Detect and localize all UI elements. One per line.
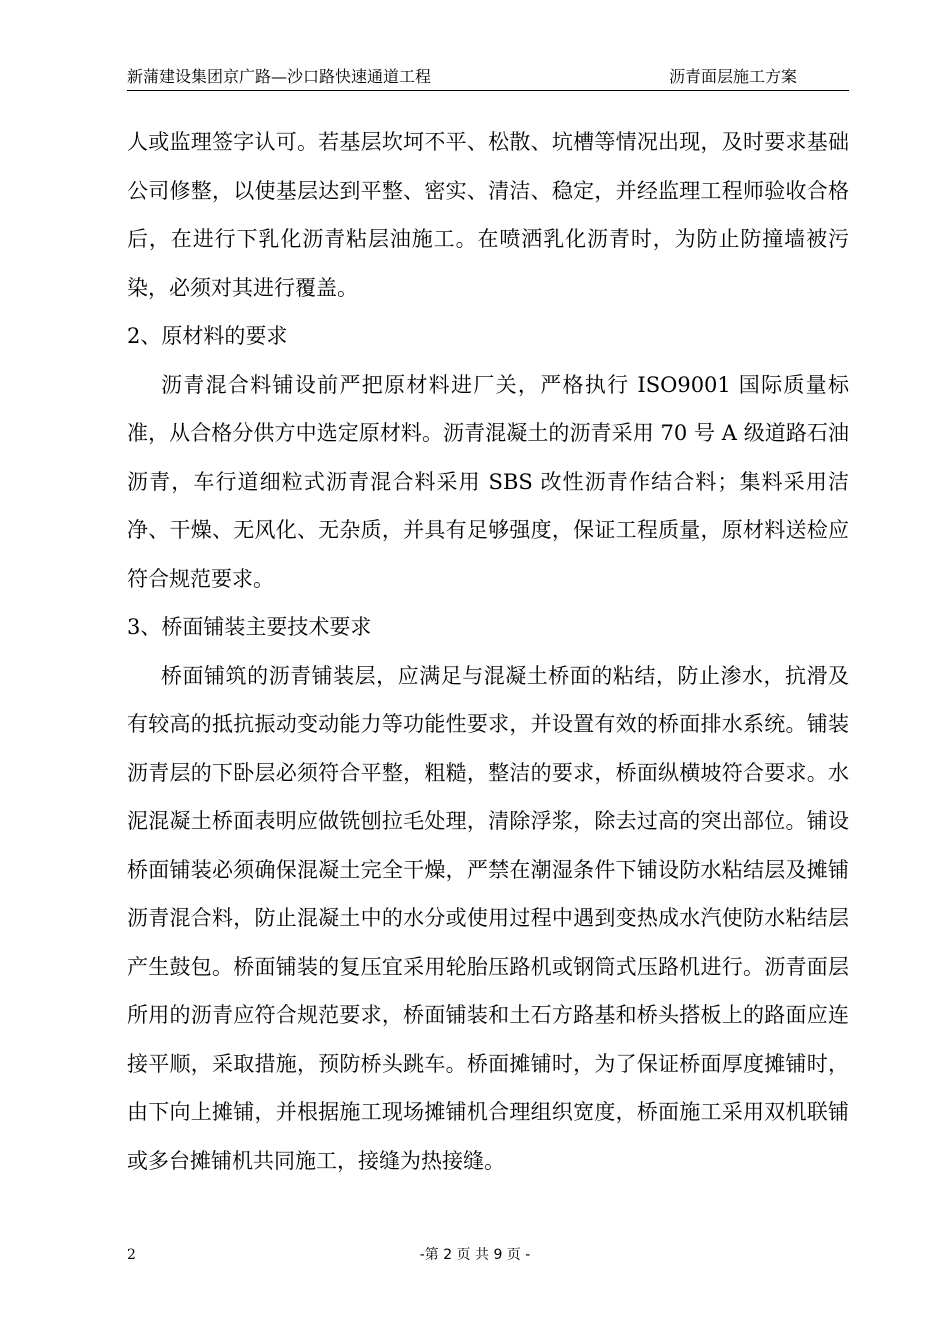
header-document-title: 沥青面层施工方案 [668, 67, 797, 86]
footer-page-indicator: -第 2 页 共 9 页 - [419, 1247, 531, 1263]
document-body [127, 118, 849, 1185]
section-heading-bridge-deck: 3、桥面铺装主要技术要求 [127, 615, 372, 639]
paragraph-bridge-deck: 桥面铺筑的沥青铺装层，应满足与混凝土桥面的粘结，防止渗水，抗滑及有较高的抵抗振动变动能力等功能性要求，并设置有效的桥面排水系统。铺装沥青层的下卧层必须符合平整，粗糙，整洁的要求，桥面纵横坡符合要求。水泥混凝土桥面表明应做铣刨拉毛处理，清除浮浆，除去过高的突出部位。铺设桥面铺装必须确保混凝土完全干燥，严禁在潮湿条件下铺设防水粘结层及摊铺沥青混合料，防止混凝土中的水分或使用过程中遇到变热成水汽使防水粘结层产生鼓包。桥面铺装的复压宜采用轮胎压路机或钢筒式压路机进行。沥青面层所用的沥青应符合规范要求，桥面铺装和土石方路基和桥头搭板上的路面应连接平顺，采取措施，预防桥头跳车。桥面摊铺时，为了保证桥面厚度摊铺时，由下向上摊铺，并根据施工现场摊铺机合理组织宽度，桥面施工采用双机联铺或多台摊铺机共同施工，接缝为热接缝。 [127, 663, 849, 1173]
page-header [127, 66, 849, 91]
paragraph-continuation: 人或监理签字认可。若基层坎坷不平、松散、坑槽等情况出现，及时要求基础公司修整，以使基层达到平整、密实、清洁、稳定，并经监理工程师验收合格后，在进行下乳化沥青粘层油施工。在喷洒乳化沥青时，为防止防撞墙被污染，必须对其进行覆盖。 [127, 130, 849, 300]
section-heading-raw-materials: 2、原材料的要求 [127, 324, 288, 348]
paragraph-raw-materials: 沥青混合料铺设前严把原材料进厂关，严格执行 ISO9001 国际质量标准，从合格分供方中选定原材料。沥青混凝土的沥青采用 70 号 A 级道路石油沥青，车行道细粒式沥青混合料采用 SBS 改性沥青作结合料；集料采用洁净、干燥、无风化、无杂质，并具有足够强度，保证工程质量，原材料送检应符合规范要求。 [127, 372, 849, 591]
footer-page-number: 2 [127, 1247, 136, 1263]
header-project-title: 新蒲建设集团京广路—沙口路快速通道工程 [127, 67, 432, 86]
